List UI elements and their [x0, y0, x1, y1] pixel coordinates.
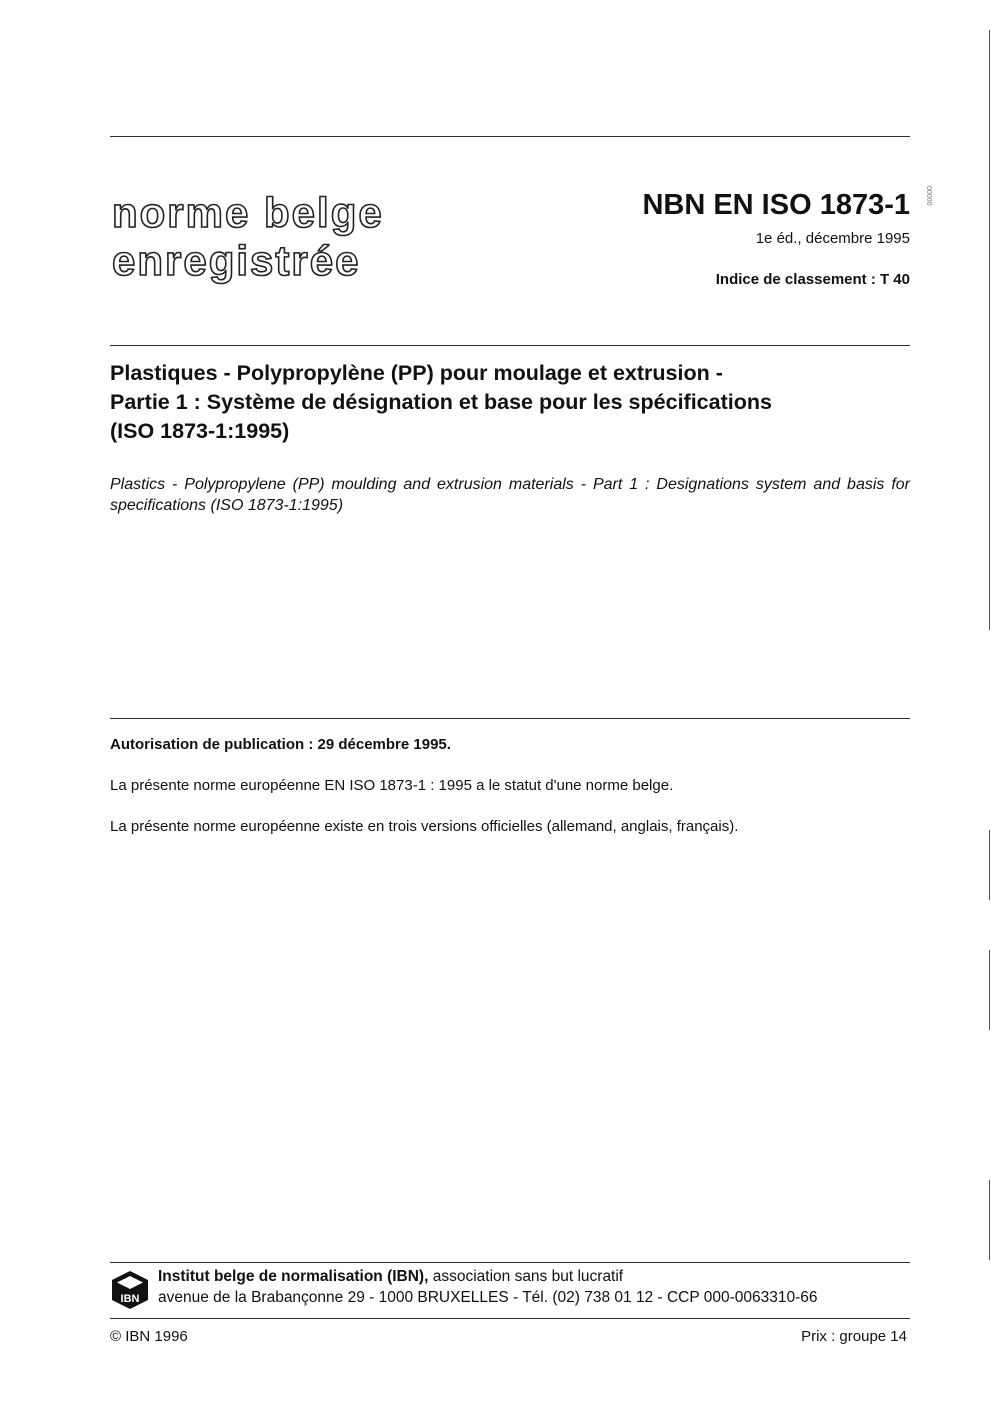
edition-date: 1e éd., décembre 1995	[755, 230, 910, 247]
french-title-line-2: Partie 1 : Système de désignation et base pour les spécifications	[110, 390, 772, 414]
french-title-line-1: Plastiques - Polypropylène (PP) pour moulage et extrusion -	[110, 361, 723, 385]
french-title	[110, 359, 910, 446]
french-title-line-3: (ISO 1873-1:1995)	[110, 419, 290, 443]
status-paragraph: La présente norme européenne EN ISO 1873-1 : 1995 a le statut d'une norme belge.	[110, 777, 674, 794]
standard-number: NBN EN ISO 1873-1	[642, 189, 910, 221]
versions-paragraph: La présente norme européenne existe en trois versions officielles (allemand, anglais, français).	[110, 818, 739, 835]
footer-bottom-rule	[110, 1318, 910, 1319]
margin-mark: 00000	[925, 186, 932, 206]
document-type-line-1: norme belge	[112, 189, 384, 236]
classification-index: Indice de classement : T 40	[715, 271, 910, 288]
institute-address: avenue de la Brabançonne 29 - 1000 BRUXELLES - Tél. (02) 738 01 12 - CCP 000-0063310-66	[158, 1289, 818, 1306]
ibn-logo-text: IBN	[120, 1293, 140, 1305]
institute-line	[158, 1268, 623, 1286]
body-top-rule	[110, 718, 910, 719]
footer-top-rule	[110, 1262, 910, 1263]
ibn-logo	[111, 1270, 149, 1310]
document-type-line-2: enregistrée	[112, 237, 361, 284]
institute-name: Institut belge de normalisation (IBN),	[158, 1268, 429, 1285]
header-bottom-rule	[110, 345, 910, 346]
scan-edge-line-2	[989, 830, 990, 900]
english-title: Plastics - Polypropylene (PP) moulding and extrusion materials - Part 1 : Designations system and basis for specifications (ISO 1873-1:1995)	[110, 476, 910, 514]
institute-description: association sans but lucratif	[428, 1268, 624, 1285]
top-rule	[110, 136, 910, 137]
scan-edge-line-3	[989, 950, 990, 1030]
price-group: Prix : groupe 14	[801, 1328, 907, 1345]
authorisation-date: Autorisation de publication : 29 décembre 1995.	[110, 736, 451, 753]
copyright: © IBN 1996	[110, 1328, 188, 1345]
scan-edge-line-4	[989, 1180, 990, 1260]
scan-edge-line-1	[989, 30, 990, 630]
